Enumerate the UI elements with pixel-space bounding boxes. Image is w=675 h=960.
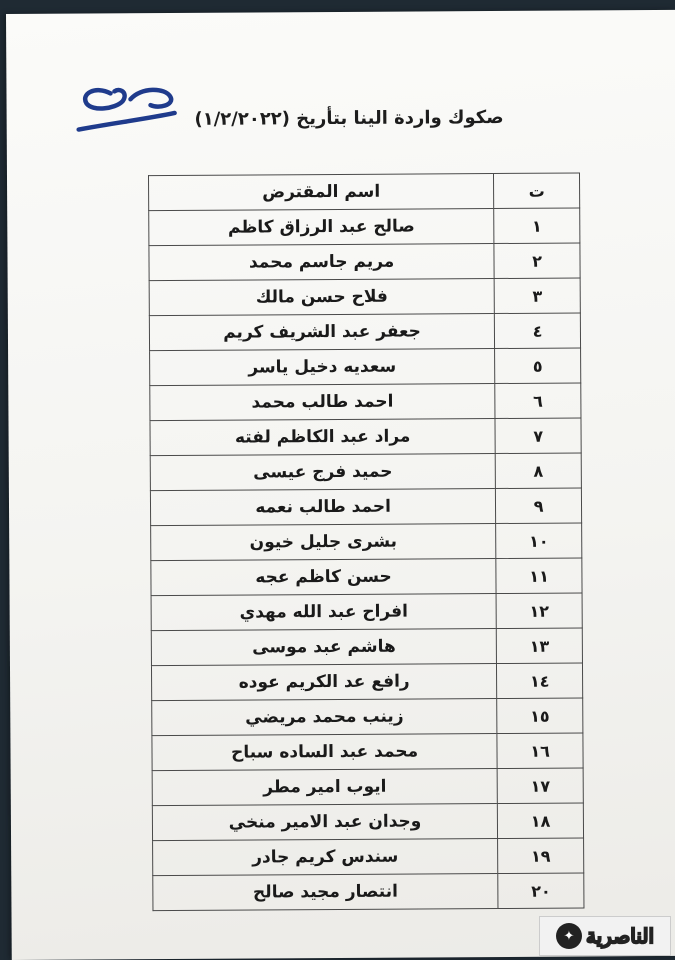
borrower-name: مراد عبد الكاظم لفته (150, 419, 495, 456)
table-row (152, 733, 583, 771)
borrower-name: هاشم عبد موسى (151, 629, 496, 666)
row-number: ٢ (494, 243, 580, 279)
row-number: ٧ (495, 418, 581, 454)
row-number: ١٧ (497, 768, 583, 804)
document-heading: صكوك واردة الينا بتأريخ (١/٢/٢٠٢٢) (194, 106, 504, 130)
borrower-name: رافع عد الكريم عوده (151, 664, 496, 701)
row-number: ١٣ (496, 628, 582, 664)
table-row (151, 663, 582, 701)
table-row (151, 628, 582, 666)
row-number: ٢٠ (498, 873, 584, 909)
table-row (151, 558, 582, 596)
table-header-row (148, 173, 579, 211)
borrower-name: افراح عبد الله مهدي (151, 594, 496, 631)
borrower-name: انتصار مجيد صالح (153, 874, 498, 911)
table-row (152, 803, 583, 841)
borrower-name: وجدان عبد الامير منخي (152, 804, 497, 841)
paper-sheet (6, 10, 675, 960)
borrower-name: زينب محمد مريضي (152, 699, 497, 736)
borrower-name: سندس كريم جادر (153, 839, 498, 876)
table-row (149, 208, 580, 246)
table-row (151, 523, 582, 561)
row-number: ٩ (496, 488, 582, 524)
table-row (149, 313, 580, 351)
row-number: ٦ (495, 383, 581, 419)
signature-icon (70, 79, 180, 140)
table-row (151, 593, 582, 631)
row-number: ٥ (495, 348, 581, 384)
row-number: ٣ (494, 278, 580, 314)
watermark-logo (539, 916, 671, 956)
watermark-text: الناصرية (585, 924, 655, 948)
header-borrower-name: اسم المقترض (148, 174, 493, 211)
table-row (150, 488, 581, 526)
borrower-name: صالح عبد الرزاق كاظم (149, 209, 494, 246)
borrower-name: حميد فرج عيسى (150, 454, 495, 491)
borrower-name: بشرى جليل خيون (151, 524, 496, 561)
row-number: ١ (494, 208, 580, 244)
row-number: ١٨ (498, 803, 584, 839)
row-number: ٤ (495, 313, 581, 349)
borrower-name: فلاح حسن مالك (149, 279, 494, 316)
table-body (149, 208, 584, 911)
borrower-name: احمد طالب نعمه (150, 489, 495, 526)
table-row (152, 698, 583, 736)
borrower-name: مريم جاسم محمد (149, 244, 494, 281)
borrower-name: سعديه دخيل ياسر (150, 349, 495, 386)
borrower-name: احمد طالب محمد (150, 384, 495, 421)
row-number: ١٦ (497, 733, 583, 769)
table-row (149, 278, 580, 316)
borrower-name: جعفر عبد الشريف كريم (149, 314, 494, 351)
row-number: ١١ (496, 558, 582, 594)
logo-emblem-icon: ✦ (556, 923, 582, 949)
borrower-name: محمد عبد الساده سباح (152, 734, 497, 771)
table-row (153, 838, 584, 876)
row-number: ١٤ (497, 663, 583, 699)
table-row (150, 418, 581, 456)
borrowers-table (148, 172, 584, 911)
table-row (152, 768, 583, 806)
borrower-name: ايوب امير مطر (152, 769, 497, 806)
borrower-name: حسن كاظم عجه (151, 559, 496, 596)
header-number: ت (494, 173, 580, 209)
row-number: ١٢ (496, 593, 582, 629)
row-number: ١٠ (496, 523, 582, 559)
table-row (149, 243, 580, 281)
table-row (150, 453, 581, 491)
table-row (150, 348, 581, 386)
table-row (150, 383, 581, 421)
row-number: ١٩ (498, 838, 584, 874)
table-row (153, 873, 584, 911)
row-number: ٨ (495, 453, 581, 489)
row-number: ١٥ (497, 698, 583, 734)
